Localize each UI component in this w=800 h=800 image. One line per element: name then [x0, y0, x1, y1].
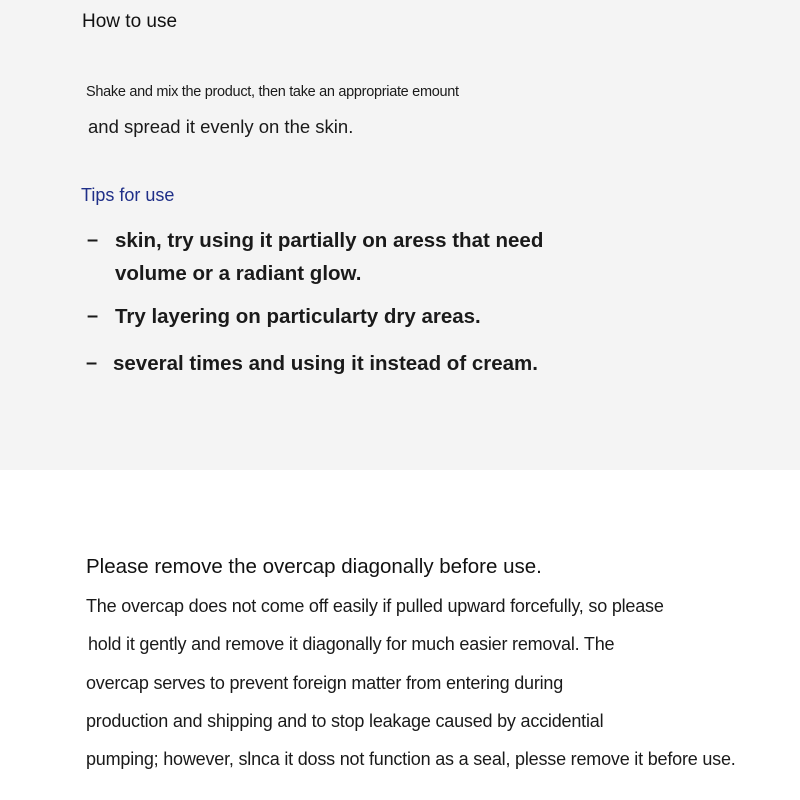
tip-1-line-1: skin, try using it partially on aress that need	[115, 229, 544, 252]
tip-1-line-2: volume or a radiant glow.	[115, 262, 362, 285]
how-to-use-line-1: Shake and mix the product, then take an appropriate emount	[86, 84, 459, 100]
tip-3-line-1: several times and using it instead of cream.	[113, 352, 538, 375]
overcap-notice-line-2: hold it gently and remove it diagonally for much easier removal. The	[88, 634, 615, 654]
overcap-notice-line-3: overcap serves to prevent foreign matter from entering during	[86, 673, 564, 693]
how-to-use-title: How to use	[82, 11, 178, 32]
tip-3-bullet: –	[86, 352, 98, 374]
tip-2-line-1: Try layering on particularty dry areas.	[115, 305, 481, 328]
tip-2-bullet: –	[87, 305, 99, 327]
how-to-use-line-2: and spread it evenly on the skin.	[88, 116, 354, 137]
tips-title: Tips for use	[81, 185, 175, 205]
overcap-notice-line-4: production and shipping and to stop leakage caused by accidential	[86, 711, 604, 731]
tip-1-bullet: –	[87, 229, 99, 251]
overcap-notice-title: Please remove the overcap diagonally before use.	[86, 555, 542, 578]
overcap-notice-line-5: pumping; however, slnca it doss not function as a seal, plesse remove it before use.	[86, 749, 736, 769]
overcap-notice-line-1: The overcap does not come off easily if pulled upward forcefully, so please	[86, 596, 664, 616]
